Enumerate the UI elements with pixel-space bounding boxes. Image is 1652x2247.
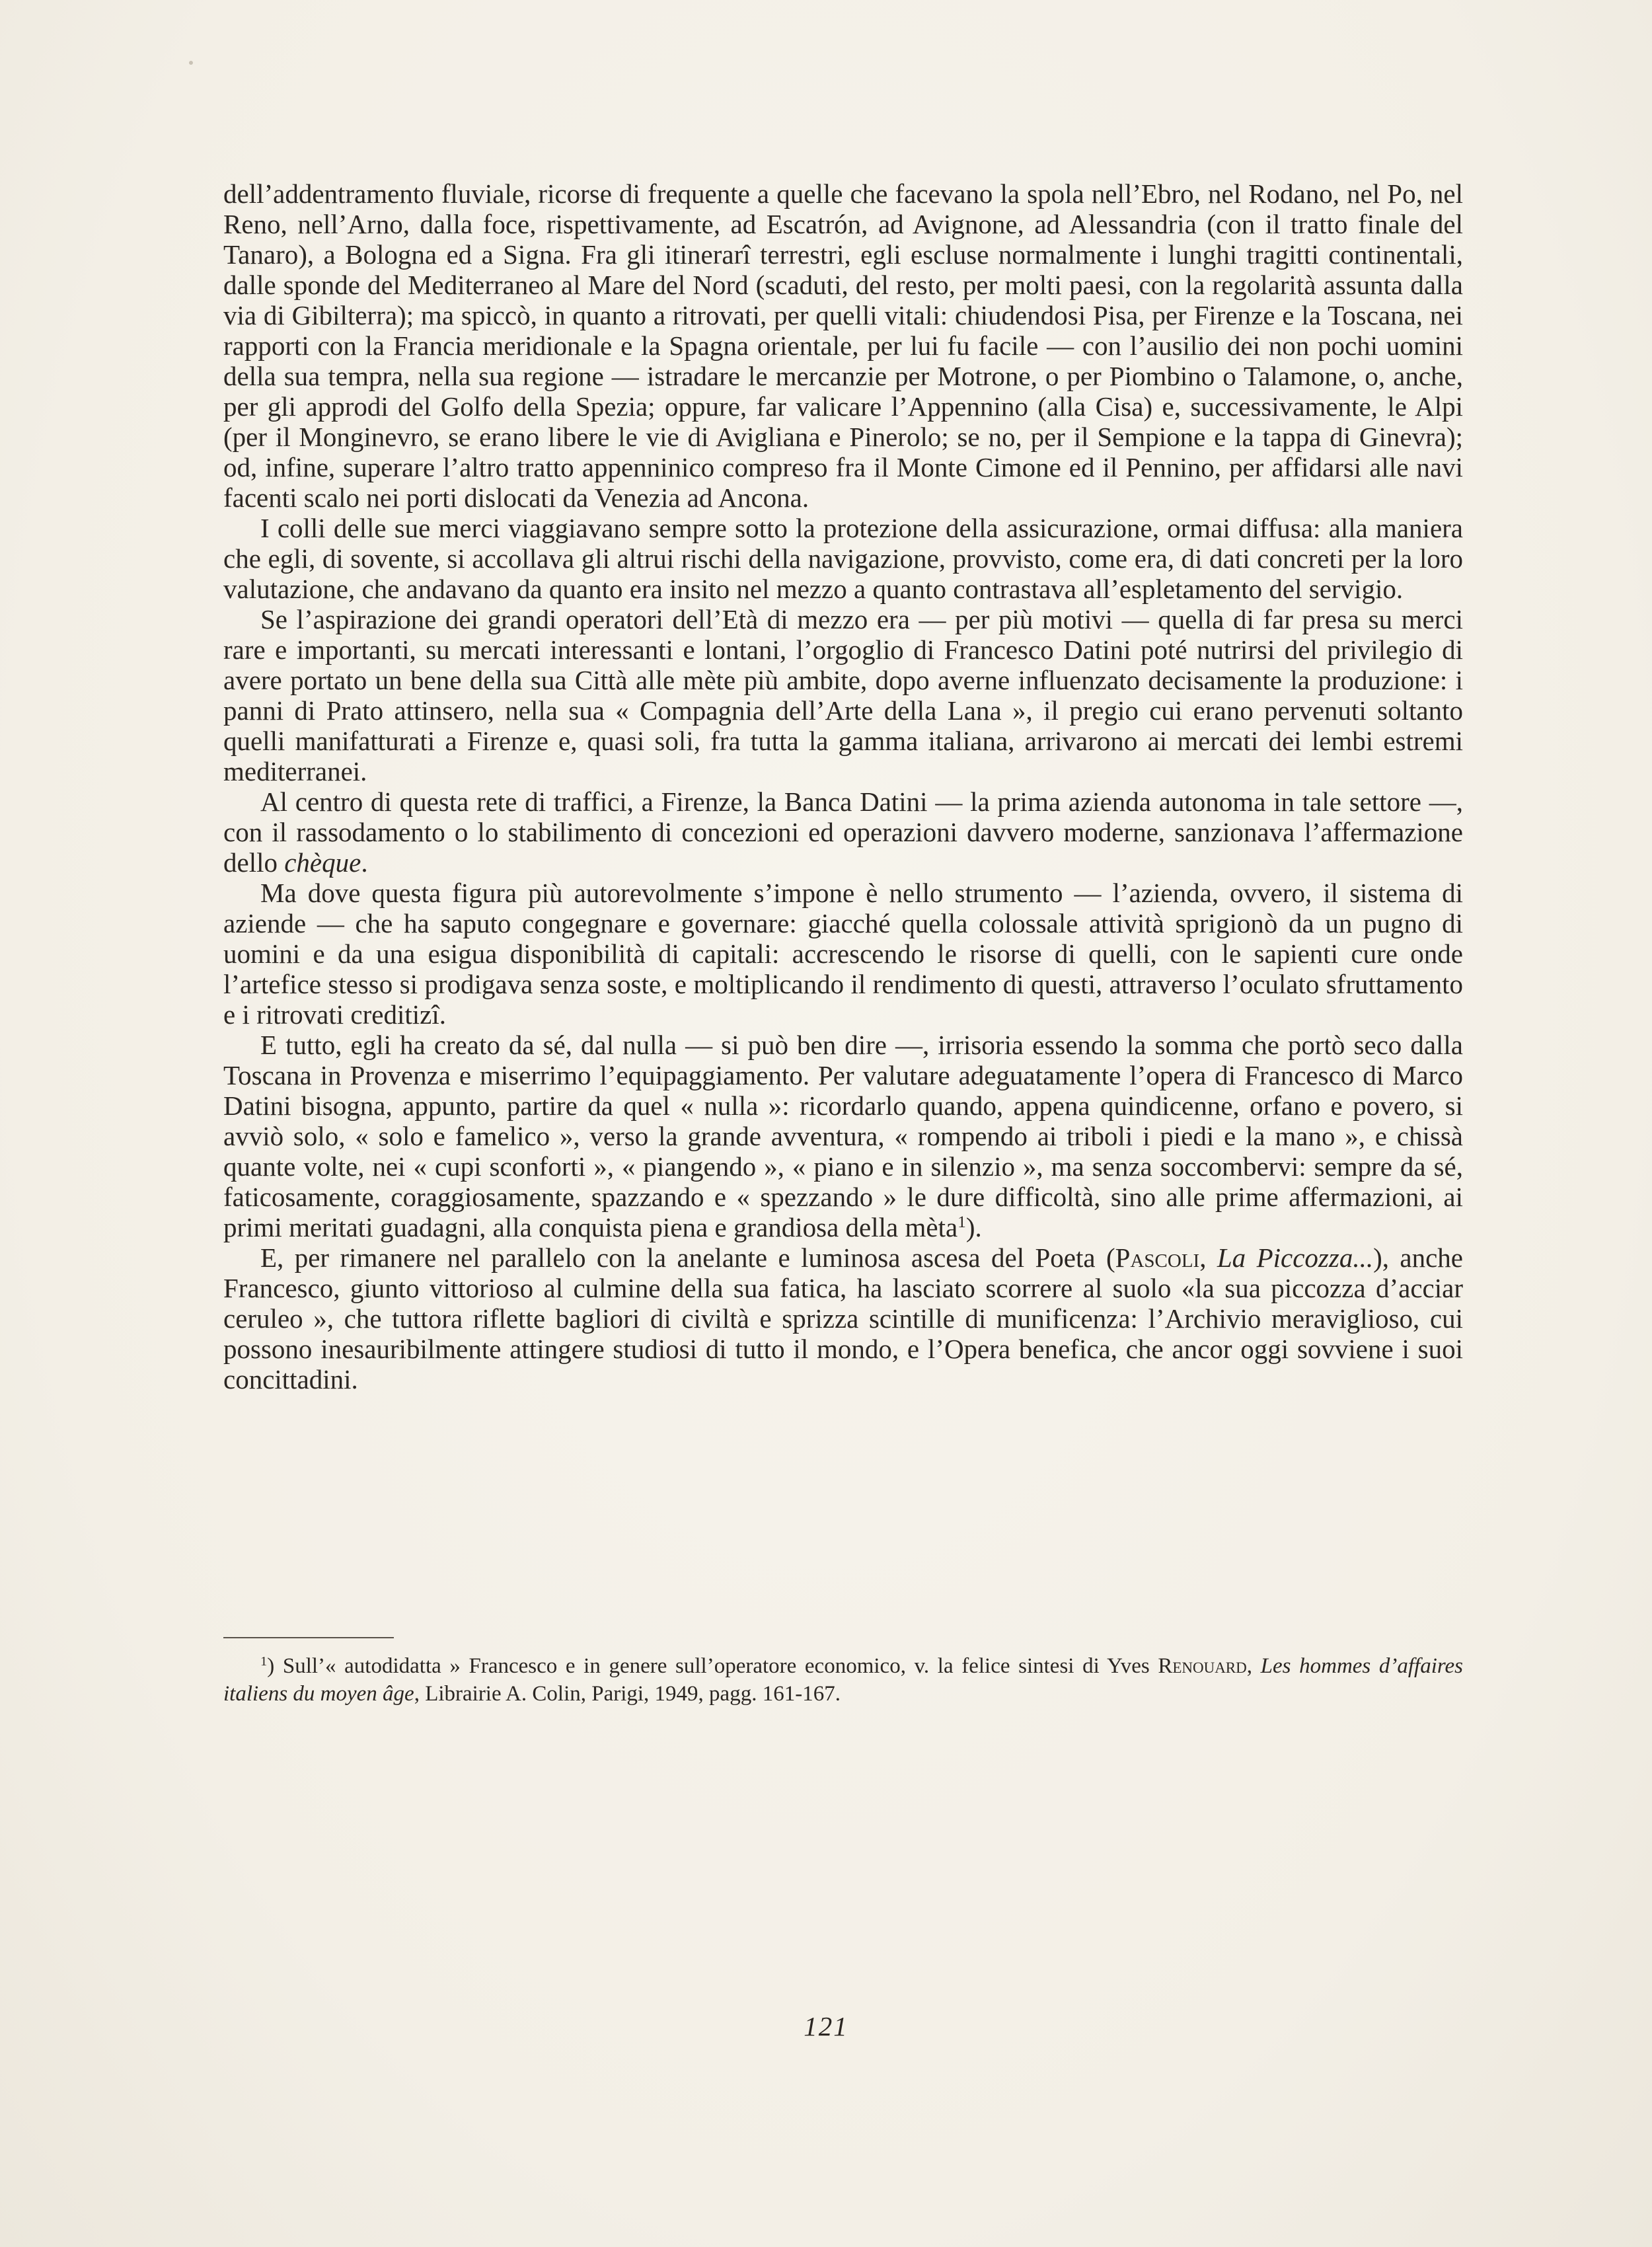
paragraph-6-end: ). bbox=[965, 1212, 982, 1242]
footnote-marker: 1 bbox=[260, 1654, 268, 1669]
paragraph-6 bbox=[223, 1030, 1463, 1242]
paper-speck bbox=[189, 61, 193, 65]
cheque-term: chèque bbox=[284, 847, 361, 878]
footnote-book-title: Les hommes d’affaires italiens du moyen âge bbox=[223, 1654, 1463, 1706]
poet-name: Pascoli bbox=[1115, 1242, 1200, 1273]
footnote-divider bbox=[223, 1637, 394, 1638]
footnote-marker-paren: ) bbox=[267, 1654, 275, 1678]
paragraph-5 bbox=[223, 878, 1463, 1030]
footnote-separator: , bbox=[1246, 1654, 1261, 1678]
paragraph-4-end: . bbox=[361, 847, 368, 878]
main-text bbox=[223, 178, 1463, 1394]
paragraph-6-text: E tutto, egli ha creato da sé, dal nulla — si può ben dire —, irrisoria essendo la somma che portò seco dalla Toscana in Provenza e miserrimo l’equipaggiamento. Per valutare adeguatamente l’opera di Francesco di Marco Datini bisogna, appunto, partire da quel « nulla »: ricordarlo quando, appena quindicenne, orfano e povero, si avviò solo, « solo e famelico », verso la grande avventura, « rompendo ai triboli i piedi e la mano », e chissà quante volte, nei « cupi sconforti », « piangendo », « piano e in silenzio », ma senza soccombervi: sempre da sé, faticosamente, coraggiosamente, spazzando e « spezzando » le dure difficoltà, sino alle prime affermazioni, ai primi meritati guadagni, alla conquista piena e grandiosa della mèta bbox=[223, 1030, 1463, 1242]
paragraph-2-text: I colli delle sue merci viaggiavano sempre sotto la protezione della assicurazione, ormai diffusa: alla maniera che egli, di sovente, si accollava gli altrui rischi della navigazione, provvisto, come era, di dati concreti per la loro valutazione, che andavano da quanto era insito nel mezzo a quanto contrastava all’espletamento del servigio. bbox=[223, 513, 1463, 604]
poem-title: La Piccozza... bbox=[1217, 1242, 1374, 1273]
paragraph-3-text: Se l’aspirazione dei grandi operatori dell’Età di mezzo era — per più motivi — quella di far presa su merci rare e importanti, su mercati interessanti e lontani, l’orgoglio di Francesco Datini poté nutrirsi del privilegio di avere portato un bene della sua Città alle mète più ambite, dopo averne influenzato decisamente la produzione: i panni di Prato attinsero, nella sua « Compagnia dell’Arte della Lana », il pregio cui erano pervenuti soltanto quelli manifatturati a Firenze e, quasi soli, fra tutta la gamma italiana, arrivarono ai mercati dei lembi estremi mediterranei. bbox=[223, 604, 1463, 786]
footnote-text: Sull’« autodidatta » Francesco e in genere sull’operatore economico, v. la felice sintesi di Yves bbox=[274, 1654, 1158, 1678]
paragraph-7-rest: ), anche Francesco, giunto vittorioso al culmine della sua fatica, ha lasciato scorrere al suolo «la sua piccozza d’acciar ceruleo », che tuttora riflette bagliori di civiltà e sprizza scintille di munificenza: l’Archivio meraviglioso, cui possono inesauribilmente attingere studiosi di tutto il mondo, e l’Opera benefica, che ancor oggi sovviene i suoi concittadini. bbox=[223, 1242, 1464, 1394]
paragraph-7 bbox=[223, 1242, 1463, 1394]
paragraph-1-text: dell’addentramento fluviale, ricorse di frequente a quelle che facevano la spola nell’Ebro, nel Rodano, nel Po, nel Reno, nell’Arno, dalla foce, rispettivamente, ad Escatrón, ad Avignone, ad Alessandria (con il tratto finale del Tanaro), a Bologna ed a Signa. Fra gli itinerarî terrestri, egli escluse normalmente i lunghi tragitti continentali, dalle sponde del Mediterraneo al Mare del Nord (scaduti, del resto, per molti paesi, con la regolarità assunta dalla via di Gibilterra); ma spiccò, in quanto a ritrovati, per quelli vitali: chiudendosi Pisa, per Firenze e la Toscana, nei rapporti con la Francia meridionale e la Spagna orientale, per lui fu facile — con l’ausilio dei non pochi uomini della sua tempra, nella sua regione — istradare le mercanzie per Motrone, o per Piombino o Talamone, o, anche, per gli approdi del Golfo della Spezia; oppure, far valicare l’Appennino (alla Cisa) e, successivamente, le Alpi (per il Monginevro, se erano libere le vie di Avigliana e Pinerolo; se no, per il Sempione e la tappa di Ginevra); od, infine, superare l’altro tratto appenninico compreso fra il Monte Cimone ed il Pennino, per affidarsi alle navi facenti scalo nei porti dislocati da Venezia ad Ancona. bbox=[223, 178, 1463, 513]
paragraph-4 bbox=[223, 786, 1463, 878]
paragraph-5-text: Ma dove questa figura più autorevolmente s’impone è nello strumento — l’azienda, ovvero, il sistema di aziende — che ha saputo congegnare e governare: giacché quella colossale attività sprigionò da un pugno di uomini e da una esigua disponibilità di capitali: accrescendo le risorse di quelli, con le sapienti cure onde l’artefice stesso si prodigava senza soste, e moltiplicando il rendimento di questi, attraverso l’oculato sfruttamento e i ritrovati creditizî. bbox=[223, 878, 1463, 1030]
paragraph-2 bbox=[223, 513, 1463, 604]
paragraph-7-text: E, per rimanere nel parallelo con la anelante e luminosa ascesa del Poeta ( bbox=[260, 1242, 1115, 1273]
footnote-author: Renouard bbox=[1158, 1654, 1247, 1678]
paragraph-4-text: Al centro di questa rete di traffici, a Firenze, la Banca Datini — la prima azienda autonoma in tale settore —, con il rassodamento o lo stabilimento di concezioni ed operazioni davvero moderne, sanzionava l’affermazione dello bbox=[223, 786, 1463, 878]
citation-separator: , bbox=[1199, 1242, 1217, 1273]
paragraph-3 bbox=[223, 604, 1463, 786]
footnote-publication: , Librairie A. Colin, Parigi, 1949, pagg. 161-167. bbox=[414, 1682, 841, 1706]
page-number: 121 bbox=[804, 2011, 848, 2041]
paragraph-1 bbox=[223, 178, 1463, 513]
footnote bbox=[223, 1652, 1463, 1708]
footnote-reference: 1 bbox=[957, 1213, 966, 1232]
